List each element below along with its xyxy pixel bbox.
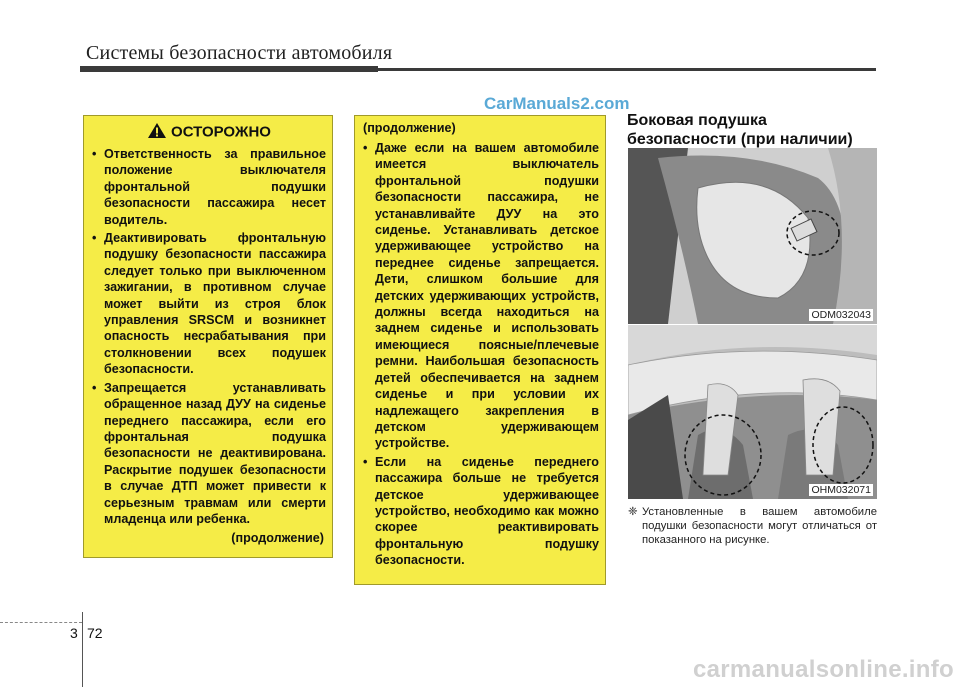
- warning-heading: [96, 122, 322, 143]
- continued-box: [354, 115, 606, 585]
- list-item: • Если на сиденье переднего пассажира больше не требуется детское удерживающее устройство, необходимо как можно скорее реактивировать фронтальную подушку безопасности.: [361, 454, 599, 569]
- header-title: Системы безопасности автомобиля: [86, 42, 393, 64]
- continued-list: [361, 140, 599, 571]
- page-vline: [82, 612, 83, 687]
- section-title: Боковая подушка безопасности (при наличии): [627, 112, 853, 148]
- header-bar: [80, 66, 378, 72]
- figure-note: [628, 505, 877, 547]
- warning-triangle-icon: [147, 122, 167, 143]
- header-line: [378, 68, 876, 71]
- warning-list: [90, 146, 326, 529]
- watermark-top: CarManuals2.com: [484, 94, 630, 113]
- seat-airbag-photo: [628, 148, 877, 324]
- note-mark-icon: ❈: [628, 506, 638, 518]
- continued-end: (продолжение): [231, 531, 324, 545]
- photo-code: OHM032071: [811, 484, 871, 496]
- page-section: 3: [70, 625, 78, 641]
- warning-box: [83, 115, 333, 558]
- curtain-airbag-photo: [628, 325, 877, 499]
- continued-start: (продолжение): [363, 121, 456, 135]
- list-item: • Деактивировать фронтальную подушку безопасности пассажира следует только при выключенном зажигании, в противном случае может выйти из строя блок управления SRSCM и возникнет опасность несрабатывания при столкновении всех подушек безопасности.: [90, 230, 326, 378]
- warning-title: ОСТОРОЖНО: [171, 123, 271, 141]
- list-item: • Ответственность за правильное положение выключателя фронтальной подушки безопасности пассажира несет водитель.: [90, 146, 326, 228]
- list-item: • Запрещается устанавливать обращенное назад ДУУ на сиденье переднего пассажира, если его фронтальная подушка безопасности не деактивирована. Раскрытие подушек безопасности в случае ДТП может привести к серьезным травмам или смерти младенца или ребенка.: [90, 380, 326, 528]
- note-text: Установленные в вашем автомобиле подушки безопасности могут отличаться от показанного на рисунке.: [642, 506, 877, 546]
- page-number: 72: [87, 625, 103, 641]
- photo-code: ODM032043: [811, 309, 871, 321]
- watermark-bottom: carmanualsonline.info: [692, 656, 954, 683]
- interior-illustration: [628, 325, 877, 499]
- seat-illustration: [628, 148, 877, 324]
- dash-line: [0, 622, 82, 623]
- list-item: • Даже если на вашем автомобиле имеется выключатель фронтальной подушки безопасности пассажира, не устанавливайте ДУУ на это сиденье. Устанавливать детское удерживающее устройство на переднее сиденье запрещается. Дети, слишком большие для детских удерживающих устройств, должны всегда находиться на заднем сиденье и использовать имеющиеся поясные/плечевые ремни. Наибольшая безопасность детей обеспечивается на заднем сиденье и при условии их надлежащего закрепления в детском удерживающем устройстве.: [361, 140, 599, 452]
